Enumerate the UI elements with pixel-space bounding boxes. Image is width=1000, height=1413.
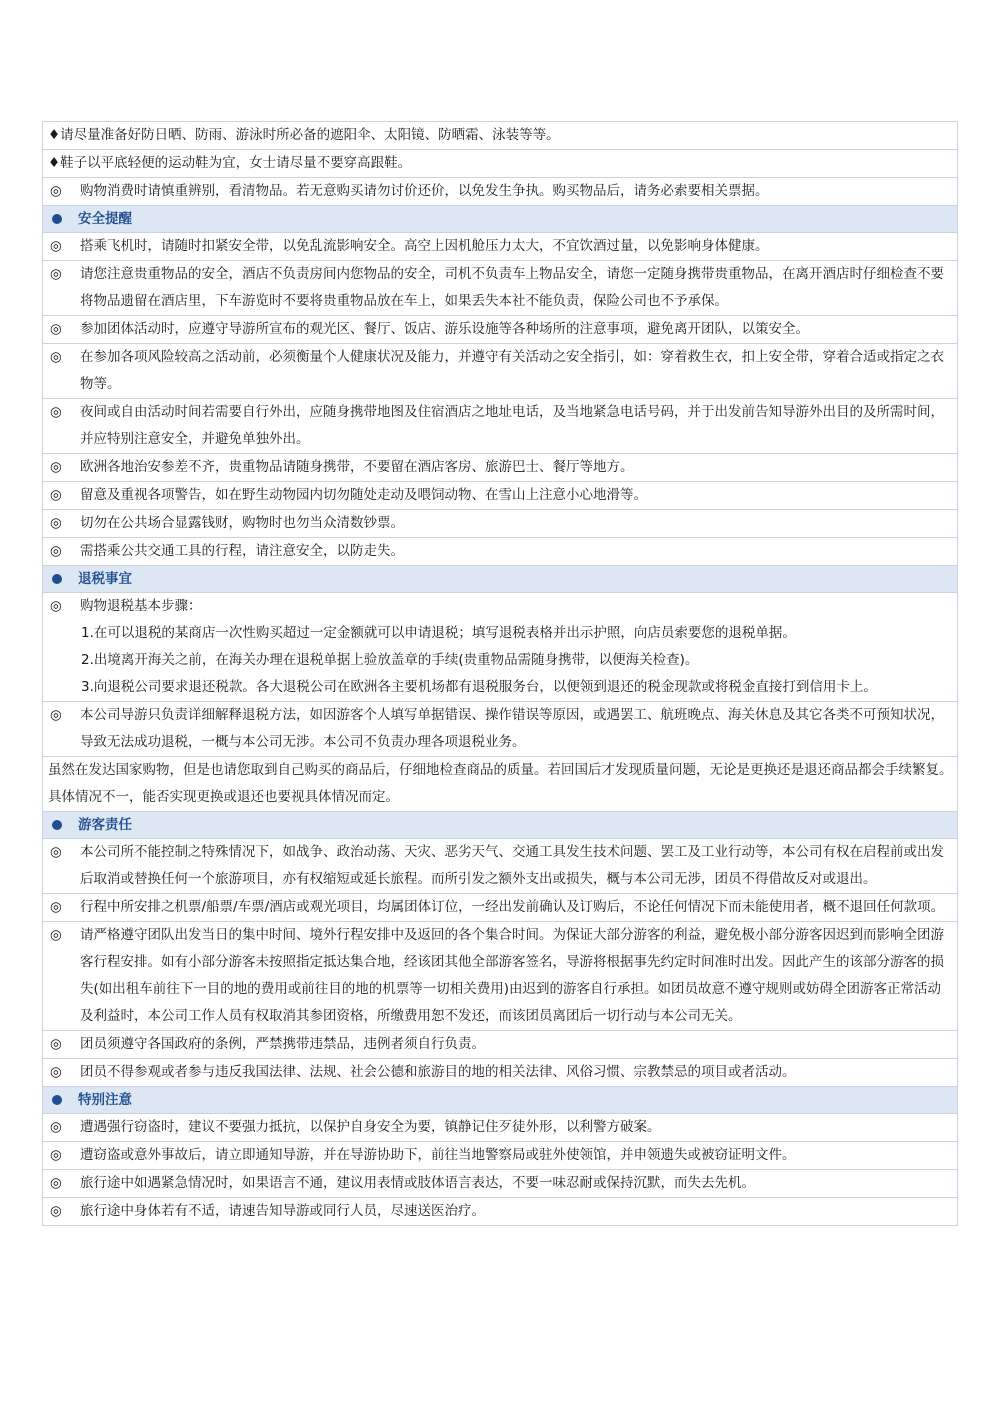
item-text: 切勿在公共场合显露钱财，购物时也勿当众清数钞票。 (80, 515, 404, 531)
circle-bullet-icon: ◎ (50, 349, 62, 365)
list-item (43, 538, 957, 566)
item-text: 旅行途中如遇紧急情况时，如果语言不通，建议用表情或肢体语言表达，不要一味忍耐或保持沉默，而失去先机。 (80, 1175, 755, 1191)
circle-bullet-icon: ◎ (50, 844, 62, 860)
item-text: 团员须遵守各国政府的条例，严禁携带违禁品，违例者须自行负责。 (80, 1036, 485, 1052)
note-line (43, 150, 957, 178)
list-item (43, 1142, 957, 1170)
item-text: 参加团体活动时，应遵守导游所宣布的观光区、餐厅、饭店、游乐设施等各种场所的注意事项，避免离开团队，以策安全。 (80, 321, 809, 337)
item-text: 旅行途中身体若有不适，请速告知导游或同行人员，尽速送医治疗。 (80, 1203, 485, 1219)
section-header (43, 206, 957, 233)
circle-bullet-icon: ◎ (50, 927, 62, 943)
circle-bullet-icon: ◎ (50, 598, 62, 614)
circle-bullet-icon: ◎ (50, 404, 62, 420)
list-item (43, 922, 957, 1031)
notice-document (42, 121, 958, 1226)
circle-bullet-icon: ◎ (50, 183, 62, 199)
item-text: 请严格遵守团队出发当日的集中时间、境外行程安排中及返回的各个集合时间。为保证大部分游客的利益，避免极小部分游客因迟到而影响全团游客行程安排。如有小部分游客未按照指定抵达集合地，经该团其他全部游客签名，导游将根据事先约定时间准时出发。因此产生的该部分游客的损失(如出租车前往下一目的地的费用或前往目的地的机票等一切相关费用)由迟到的游客自行承担。如团员故意不遵守规则或妨碍全团游客正常活动及利益时，本公司工作人员有权取消其参团资格，所缴费用恕不发还，而该团员离团后一切行动与本公司无关。 (80, 927, 944, 1024)
item-text: 行程中所安排之机票/船票/车票/酒店或观光项目，均属团体订位，一经出发前确认及订购后，不论任何情况下而未能使用者，概不退回任何款项。 (80, 899, 945, 915)
note-text: ♦请尽量准备好防日晒、防雨、游泳时所必备的遮阳伞、太阳镜、防晒霜、泳装等等。 (48, 127, 560, 143)
section-header (43, 566, 957, 593)
circle-bullet-icon: ◎ (50, 459, 62, 475)
bullet-dot-icon (52, 820, 62, 830)
item-text: 遭窃盗或意外事故后，请立即通知导游，并在导游协助下，前往当地警察局或驻外使领馆，并申领遗失或被窃证明文件。 (80, 1147, 796, 1163)
circle-bullet-icon: ◎ (50, 543, 62, 559)
section-header (43, 1087, 957, 1114)
circle-bullet-icon: ◎ (50, 1147, 62, 1163)
list-item (43, 1114, 957, 1142)
list-item (43, 1170, 957, 1198)
item-text: 在参加各项风险较高之活动前，必须衡量个人健康状况及能力，并遵守有关活动之安全指引，如：穿着救生衣，扣上安全带，穿着合适或指定之衣物等。 (80, 349, 944, 392)
note-line (43, 757, 957, 812)
item-text: 请您注意贵重物品的安全，酒店不负责房间内您物品的安全，司机不负责车上物品安全，请您一定随身携带贵重物品，在离开酒店时仔细检查不要将物品遗留在酒店里，下车游览时不要将贵重物品放在车上，如果丢失本社不能负责，保险公司也不予承保。 (80, 266, 944, 309)
circle-bullet-icon: ◎ (50, 707, 62, 723)
circle-bullet-icon: ◎ (50, 899, 62, 915)
circle-bullet-icon: ◎ (50, 487, 62, 503)
circle-bullet-icon: ◎ (50, 1036, 62, 1052)
item-text: 本公司导游只负责详细解释退税方法，如因游客个人填写单据错误、操作错误等原因，或遇罢工、航班晚点、海关休息及其它各类不可预知状况，导致无法成功退税，一概与本公司无涉。本公司不负责办理各项退税业务。 (80, 707, 944, 750)
item-text: 遭遇强行窃盗时，建议不要强力抵抗，以保护自身安全为要，镇静记住歹徒外形，以利警方破案。 (80, 1119, 661, 1135)
circle-bullet-icon: ◎ (50, 1175, 62, 1191)
list-item (43, 894, 957, 922)
section-title: 安全提醒 (78, 210, 132, 227)
item-text: 搭乘飞机时，请随时扣紧安全带，以免乱流影响安全。高空上因机舱压力太大，不宜饮酒过量，以免影响身体健康。 (80, 238, 769, 254)
list-item (43, 178, 957, 206)
list-item (43, 454, 957, 482)
step-item: 2.出境离开海关之前，在海关办理在退税单据上验放盖章的手续(贵重物品需随身携带，以便海关检查)。 (81, 652, 699, 668)
section-title: 特别注意 (78, 1091, 132, 1108)
circle-bullet-icon: ◎ (50, 515, 62, 531)
step-item: 3.向退税公司要求退还税款。各大退税公司在欧洲各主要机场都有退税服务台，以便领到退还的税金现款或将税金直接打到信用卡上。 (81, 679, 877, 695)
list-item (43, 593, 957, 702)
section-header (43, 812, 957, 839)
step-item: 1.在可以退税的某商店一次性购买超过一定金额就可以申请退税；填写退税表格并出示护照，向店员索要您的退税单据。 (81, 625, 796, 641)
item-text: 欧洲各地治安参差不齐，贵重物品请随身携带，不要留在酒店客房、旅游巴士、餐厅等地方。 (80, 459, 634, 475)
circle-bullet-icon: ◎ (50, 321, 62, 337)
item-text: 购物退税基本步骤： (80, 598, 202, 614)
list-item (43, 261, 957, 316)
note-line (43, 122, 957, 150)
list-item (43, 482, 957, 510)
list-item (43, 1059, 957, 1087)
list-item (43, 1031, 957, 1059)
list-item (43, 344, 957, 399)
section-title: 退税事宜 (78, 570, 132, 587)
circle-bullet-icon: ◎ (50, 238, 62, 254)
section-title: 游客责任 (78, 816, 132, 833)
item-text: 留意及重视各项警告，如在野生动物园内切勿随处走动及喂饲动物、在雪山上注意小心地滑等。 (80, 487, 647, 503)
bullet-dot-icon (52, 214, 62, 224)
list-item (43, 233, 957, 261)
list-item (43, 702, 957, 757)
list-item (43, 399, 957, 454)
item-text: 夜间或自由活动时间若需要自行外出，应随身携带地图及住宿酒店之地址电话，及当地紧急电话号码，并于出发前告知导游外出目的及所需时间，并应特别注意安全，并避免单独外出。 (80, 404, 944, 447)
list-item (43, 1198, 957, 1226)
circle-bullet-icon: ◎ (50, 1119, 62, 1135)
item-text: 需搭乘公共交通工具的行程，请注意安全，以防走失。 (80, 543, 404, 559)
item-text: 购物消费时请慎重辨别，看清物品。若无意购买请勿讨价还价，以免发生争执。购买物品后，请务必索要相关票据。 (80, 183, 769, 199)
item-text: 本公司所不能控制之特殊情况下，如战争、政治动荡、天灾、恶劣天气、交通工具发生技术问题、罢工及工业行动等，本公司有权在启程前或出发后取消或替换任何一个旅游项目，亦有权缩短或延长旅程。而所引发之额外支出或损失，概与本公司无涉，团员不得借故反对或退出。 (80, 844, 944, 887)
circle-bullet-icon: ◎ (50, 1203, 62, 1219)
list-item (43, 316, 957, 344)
item-text: 团员不得参观或者参与违反我国法律、法规、社会公德和旅游目的地的相关法律、风俗习惯、宗教禁忌的项目或者活动。 (80, 1064, 796, 1080)
circle-bullet-icon: ◎ (50, 266, 62, 282)
list-item (43, 839, 957, 894)
note-text: ♦鞋子以平底轻便的运动鞋为宜，女士请尽量不要穿高跟鞋。 (48, 155, 412, 171)
circle-bullet-icon: ◎ (50, 1064, 62, 1080)
bullet-dot-icon (52, 1095, 62, 1105)
bullet-dot-icon (52, 574, 62, 584)
list-item (43, 510, 957, 538)
note-text: 虽然在发达国家购物，但是也请您取到自己购买的商品后，仔细地检查商品的质量。若回国后才发现质量问题，无论是更换还是退还商品都会手续繁复。具体情况不一，能否实现更换或退还也要视具体情况而定。 (48, 762, 953, 805)
